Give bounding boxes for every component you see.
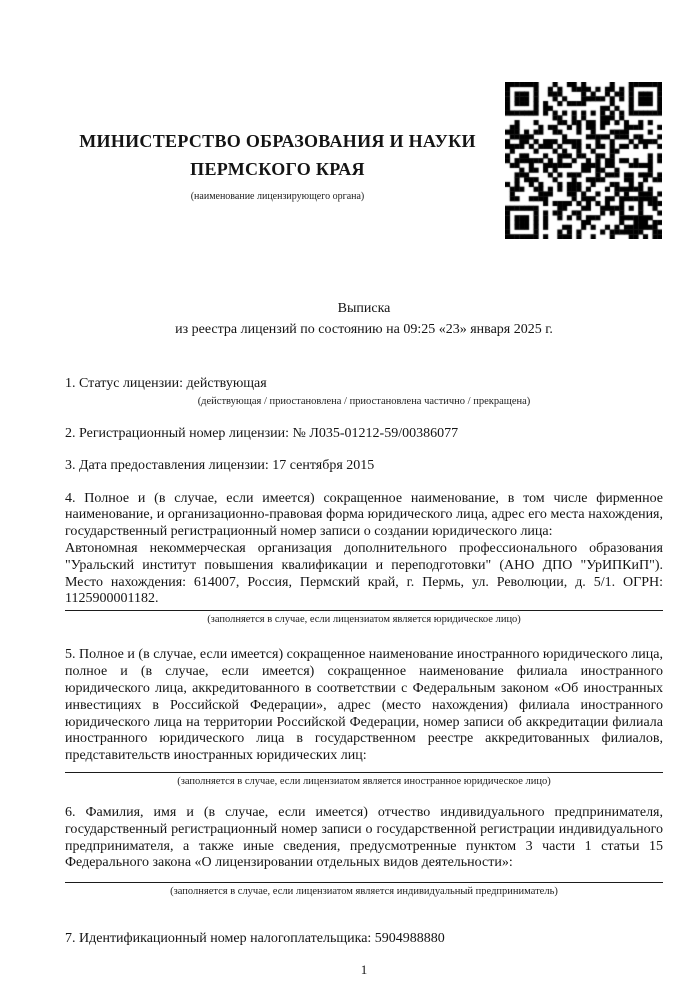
license-status: 1. Статус лицензии: действующая <box>65 376 267 391</box>
foreign-entity-note: (заполняется в случае, если лицензиатом является иностранное юридическое лицо) <box>177 775 551 787</box>
document-title <box>65 298 663 340</box>
legal-entity-clause: 4. Полное и (в случае, если имеется) сокращенное наименование, в том числе фирменное наименование, и организационно-правовая форма юридического лица, адрес его места нахождения, государственный регистрационный номер записи о создании юридического лица: <box>65 490 663 540</box>
title-line2: из реестра лицензий по состоянию на 09:25 «23» января 2025 г. <box>175 322 553 337</box>
divider <box>65 772 663 773</box>
entrepreneur-note: (заполняется в случае, если лицензиатом является индивидуальный предприниматель) <box>170 886 558 898</box>
entrepreneur-clause: 6. Фамилия, имя и (в случае, если имеется) отчество индивидуального предпринимателя, государственный регистрационный номер записи о государственной регистрации индивидуального предпринимателя, а также иные сведения, предусмотренные пунктом 3 части 1 статьи 15 Федерального закона «О лицензировании отдельных видов деятельности»: <box>65 805 663 871</box>
page-number: 1 <box>360 962 368 978</box>
title-line1: Выписка <box>337 301 391 316</box>
taxpayer-id: 7. Идентификационный номер налогоплательщика: 5904988880 <box>65 931 445 947</box>
document-body <box>65 298 663 978</box>
authority-caption: (наименование лицензирующего органа) <box>190 190 365 202</box>
document-header <box>0 0 700 245</box>
legal-entity-note: (заполняется в случае, если лицензиатом является юридическое лицо) <box>207 614 521 626</box>
license-grant-date: 3. Дата предоставления лицензии: 17 сентября 2015 <box>65 457 375 473</box>
registration-number: 2. Регистрационный номер лицензии: № Л035-01212-59/00386077 <box>65 425 459 441</box>
licensing-authority <box>65 128 490 202</box>
divider <box>65 610 663 611</box>
legal-entity-value: Автономная некоммерческая организация дополнительного профессионального образования "Уральский институт повышения квалификации и переподготовки" (АНО ДПО "УрИПКиП"). Место нахождения: 614007, Россия, Пермский край, г. Пермь, ул. Революции, д. 5/1. ОГРН: 1125900001182. <box>65 540 663 607</box>
license-status-note: (действующая / приостановлена / приостановлена частично / прекращена) <box>197 395 531 407</box>
ministry-name-line1: МИНИСТЕРСТВО ОБРАЗОВАНИЯ И НАУКИ <box>79 131 476 151</box>
divider <box>65 882 663 883</box>
foreign-entity-clause: 5. Полное и (в случае, если имеется) сокращенное наименование иностранного юридического лица, полное и (в случае, если имеется) сокращенное наименование филиала иностранного юридического лица, аккредитованного в соответствии с Федеральным законом «Об иностранных инвестициях в Российской Федерации», адрес (место нахождения) филиала иностранного юридического лица на территории Российской Федерации, номер записи об аккредитации филиала иностранного юридического лица в государственном реестре аккредитованных филиалов, представительств иностранных юридических лиц: <box>65 647 663 764</box>
qr-code <box>505 82 662 239</box>
ministry-name-line2: ПЕРМСКОГО КРАЯ <box>190 158 365 179</box>
